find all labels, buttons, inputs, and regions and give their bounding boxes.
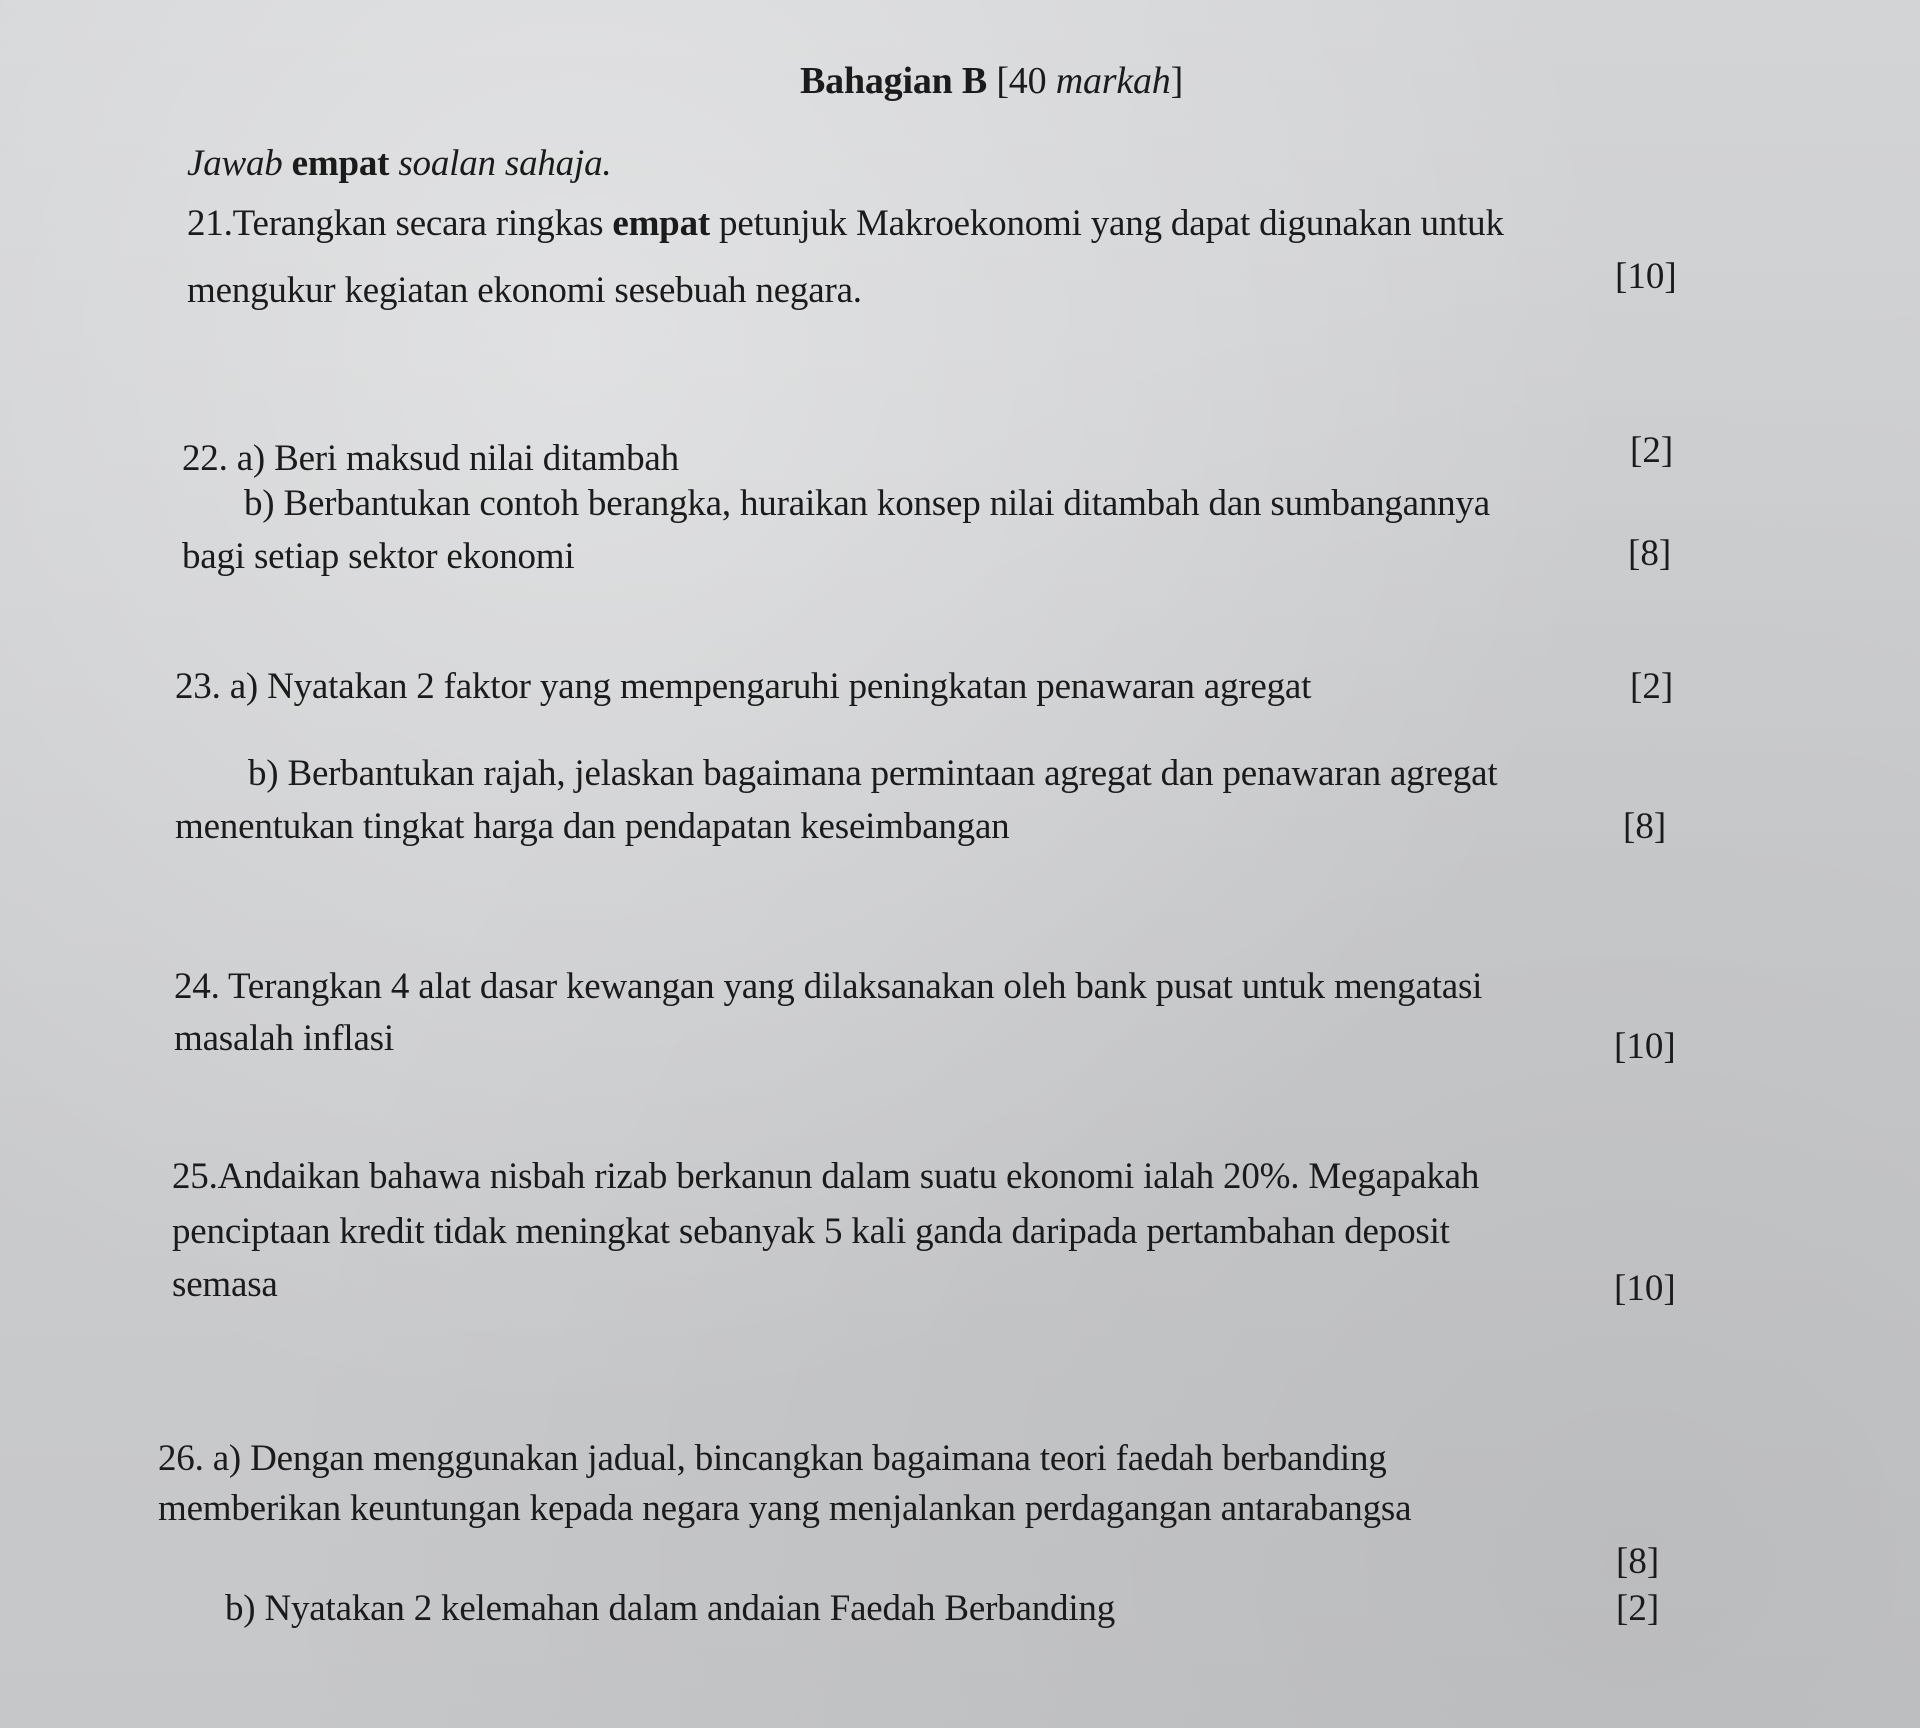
question-22b-line-2: bagi setiap sektor ekonomi bbox=[182, 536, 575, 577]
question-22a-marks: [2] bbox=[1630, 430, 1674, 471]
question-25-line-1: 25.Andaikan bahawa nisbah rizab berkanun dalam suatu ekonomi ialah 20%. Megapakah bbox=[172, 1156, 1480, 1197]
question-22b-marks: [8] bbox=[1628, 533, 1672, 574]
question-23b-line-1: b) Berbantukan rajah, jelaskan bagaimana permintaan agregat dan penawaran agregat bbox=[248, 753, 1498, 794]
question-26b-line-1: b) Nyatakan 2 kelemahan dalam andaian Faedah Berbanding bbox=[225, 1588, 1116, 1629]
question-21-line-1 bbox=[187, 205, 1504, 242]
section-title-marks-close: ] bbox=[1170, 60, 1184, 102]
question-22a-line-1: 22. a) Beri maksud nilai ditambah bbox=[182, 438, 679, 479]
section-title-marks-open: [40 bbox=[996, 60, 1056, 102]
question-21-marks: [10] bbox=[1615, 256, 1677, 297]
section-title-marks-unit: markah bbox=[1055, 60, 1171, 102]
question-text: 21.Terangkan secara ringkas bbox=[187, 203, 613, 244]
question-23b-line-2: menentukan tingkat harga dan pendapatan keseimbangan bbox=[175, 806, 1010, 847]
instruction-verb: Jawab bbox=[187, 143, 283, 184]
section-title-label: Bahagian B bbox=[800, 60, 988, 102]
question-23a-line-1: 23. a) Nyatakan 2 faktor yang mempengaruhi peningkatan penawaran agregat bbox=[175, 666, 1312, 707]
instruction bbox=[187, 145, 611, 182]
question-26b-marks: [2] bbox=[1616, 1588, 1660, 1629]
instruction-count: empat bbox=[282, 143, 399, 184]
question-24-line-1: 24. Terangkan 4 alat dasar kewangan yang dilaksanakan oleh bank pusat untuk mengatasi bbox=[174, 966, 1483, 1007]
question-26a-line-1: 26. a) Dengan menggunakan jadual, bincangkan bagaimana teori faedah berbanding bbox=[158, 1438, 1387, 1479]
question-25-line-2: penciptaan kredit tidak meningkat sebanyak 5 kali ganda daripada pertambahan deposit bbox=[172, 1211, 1450, 1252]
question-26a-marks: [8] bbox=[1616, 1541, 1660, 1582]
instruction-rest: soalan sahaja. bbox=[398, 143, 612, 184]
question-25-line-3: semasa bbox=[172, 1264, 278, 1305]
question-26a-line-2: memberikan keuntungan kepada negara yang menjalankan perdagangan antarabangsa bbox=[158, 1488, 1412, 1529]
question-24-marks: [10] bbox=[1614, 1026, 1676, 1067]
question-23b-marks: [8] bbox=[1623, 806, 1667, 847]
section-title bbox=[800, 62, 1183, 100]
question-23a-marks: [2] bbox=[1630, 666, 1674, 707]
question-text: petunjuk Makroekonomi yang dapat digunakan untuk bbox=[710, 203, 1504, 244]
question-21-line-2: mengukur kegiatan ekonomi sesebuah negara. bbox=[187, 270, 862, 311]
question-22b-line-1: b) Berbantukan contoh berangka, huraikan konsep nilai ditambah dan sumbangannya bbox=[244, 483, 1490, 524]
question-24-line-2: masalah inflasi bbox=[174, 1018, 394, 1059]
question-emphasis: empat bbox=[612, 203, 710, 244]
question-25-marks: [10] bbox=[1614, 1268, 1676, 1309]
